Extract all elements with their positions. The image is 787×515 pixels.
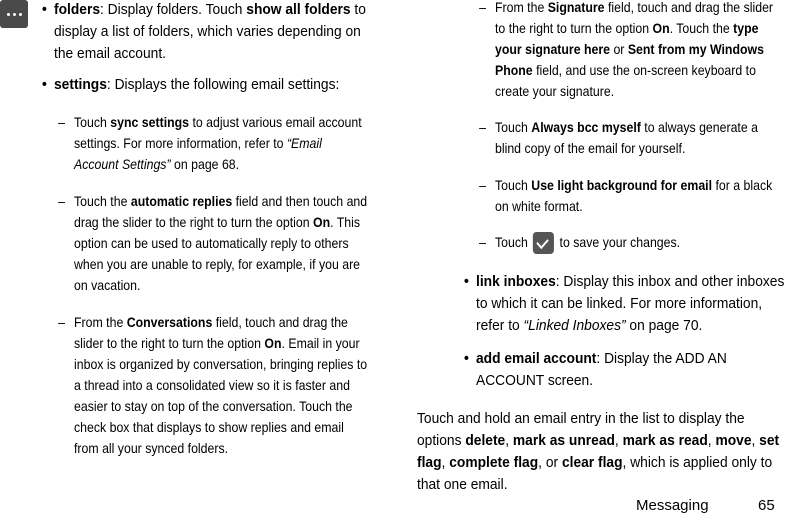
- more-menu-icon[interactable]: [0, 0, 28, 28]
- save-item: – Touch to save your changes.: [495, 232, 785, 254]
- section-name: Messaging: [636, 497, 709, 514]
- bullet-glyph: •: [42, 76, 47, 93]
- folders-term: folders: [54, 1, 101, 18]
- sync-settings-item: – Touch sync settings to adjust various email account settings. For more information, refer to “Email Account Settings” on page 68.: [58, 114, 362, 172]
- link-inboxes-bullet: • link inboxes: Display this inbox and other inboxes to which it can be linked. For more information, refer to “Linked Inboxes” on page 70.: [464, 273, 785, 334]
- bullet-glyph: •: [42, 1, 47, 18]
- always-bcc-item: – Touch Always bcc myself to always generate a blind copy of the email for yourself.: [479, 119, 758, 156]
- add-email-account-bullet: • add email account: Display the ADD AN ACCOUNT screen.: [464, 350, 727, 389]
- settings-term: settings: [54, 76, 107, 93]
- settings-bullet: • settings: Displays the following email settings:: [54, 74, 371, 96]
- save-check-icon[interactable]: [533, 232, 554, 254]
- bullet-glyph: •: [464, 273, 469, 290]
- conversations-item: – From the Conversations field, touch and drag the slider to the right to turn the option On. Email in your inbox is organized by conversation, bringing replies to a thread into a consolidated view so it is faster and easier to stay on top of the conversation. Touch the check box that displays to show replies and email from all your synced folders.: [58, 314, 368, 456]
- page-number: 65: [758, 497, 775, 514]
- light-background-item: – Touch Use light background for email for a black on white format.: [479, 177, 773, 214]
- folders-bullet: • folders: Display folders. Touch show all folders to display a list of folders, which varies depending on the email account.: [42, 1, 366, 62]
- touch-hold-paragraph: Touch and hold an email entry in the list to display the options delete, mark as unread, mark as read, move, set flag, complete flag, or clear flag, which is applied only to that one email.: [417, 410, 780, 493]
- signature-item: – From the Signature field, touch and drag the slider to the right to turn the option On. Touch the type your signature here or Sent from my Windows Phone field, and use the on-screen keyboard to create your signature.: [479, 0, 774, 99]
- bullet-glyph: •: [464, 350, 469, 367]
- automatic-replies-item: – Touch the automatic replies field and then touch and drag the slider to the right to turn the option On. This option can be used to automatically reply to others when you are unable to reply, for example, if you are on vacation.: [58, 193, 368, 293]
